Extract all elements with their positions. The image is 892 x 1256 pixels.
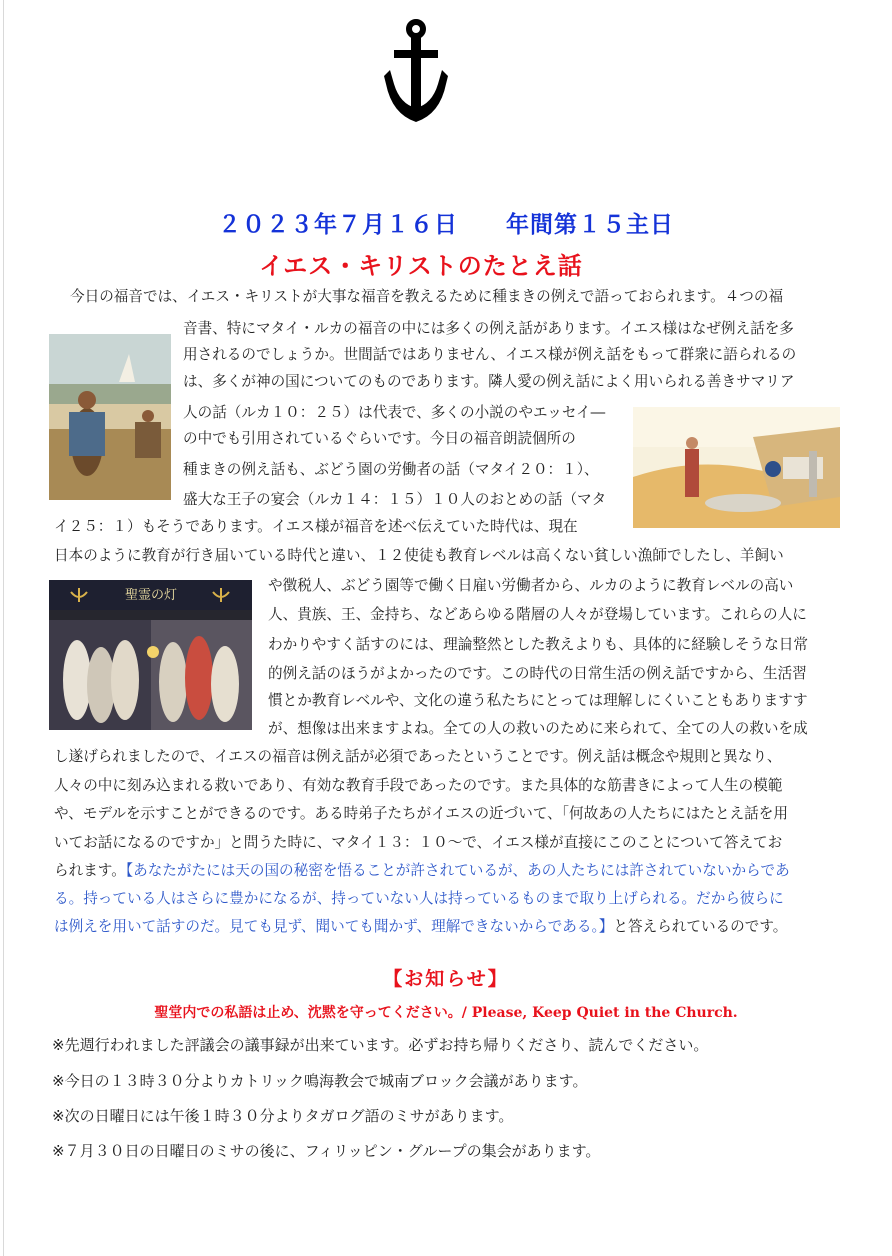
notice-item: ※今日の１３時３０分よりカトリック鳴海教会で城南ブロック会議があります。 xyxy=(52,1072,588,1090)
body-line: いてお話になるのですか」と問うた時に、マタイ１３：１０～で、イエス様が直接にこのことについて答えてお xyxy=(54,834,783,851)
body-line: 用されるのでしょうか。世間話ではありません、イエス様が例え話をもって群衆に語られるの xyxy=(183,346,797,363)
scripture-quote: 【あなたがたには天の国の秘密を悟ることが許されているが、あの人たちには許されていないからであ xyxy=(125,862,790,879)
page-border xyxy=(3,0,4,1256)
notice-item: ※７月３０日の日曜日のミサの後に、フィリッピン・グループの集会があります。 xyxy=(52,1142,601,1160)
scripture-quote: る。持っている人はさらに豊かになるが、持っていない人は持っているものまで取り上げられる。だから彼らに xyxy=(54,890,784,907)
body-line: 慣とか教育レベルや、文化の違う私たちにとっては理解しにくいこともありますす xyxy=(268,692,808,709)
body-line: わかりやすく話すのには、理論整然とした教えよりも、具体的に経験しそうな日常 xyxy=(268,636,808,653)
body-line: 日本のように教育が行き届いている時代と違い、１２使徒も教育レベルは高くない貧しい漁師でしたし、羊飼い xyxy=(54,547,784,564)
sower-painting-image xyxy=(49,334,171,500)
anchor-icon xyxy=(380,18,452,124)
scripture-quote: は例えを用いて話すのだ。見ても見ず、聞いても聞かず、理解できないからである。】 xyxy=(54,918,614,935)
body-line: 人の話（ルカ１０：２５）は代表で、多くの小説のやエッセイ― xyxy=(183,404,606,421)
body-line: や徴税人、ぶどう園等で働く日雇い労働者から、ルカのように教育レベルの高い xyxy=(268,577,794,594)
body-line: 音書、特にマタイ・ルカの福音の中には多くの例え話があります。イエス様はなぜ例え話を多 xyxy=(183,320,794,337)
notice-item: ※先週行われました評議会の議事録が出来ています。必ずお持ち帰りくださり、読んでください。 xyxy=(52,1036,709,1054)
body-line: 人、貴族、王、金持ち、などあらゆる階層の人々が登場しています。これらの人に xyxy=(268,606,807,623)
image-banner-text: 聖霊の灯 xyxy=(124,588,178,603)
body-line: し遂げられましたので、イエスの福音は例え話が必須であったということです。例え話は概念や規則と異なり、 xyxy=(54,748,782,765)
body-line: 盛大な王子の宴会（ルカ１４：１５）１０人のおとめの話（マタ xyxy=(183,491,607,508)
date-heading: ２０２３年７月１６日 年間第１５主日 xyxy=(218,212,674,238)
body-line: や、モデルを示すことができるのです。ある時弟子たちがイエスの近づいて、「何故あの人たちにはたとえ話を用 xyxy=(54,805,788,822)
body-line xyxy=(54,858,790,884)
body-line-text: られます。 xyxy=(54,862,126,879)
body-line: 的例え話のほうがよかったのです。この時代の日常生活の例え話ですから、生活習 xyxy=(268,665,807,682)
body-line: の中でも引用されているぐらいです。今日の福音朗読個所の xyxy=(183,430,576,447)
body-line: は、多くが神の国についてのものであります。隣人愛の例え話によく用いられる善きサマリア xyxy=(183,373,795,390)
good-samaritan-image xyxy=(633,407,840,528)
body-line: 人々の中に刻み込まれる救いであり、有効な教育手段であったのです。また具体的な筋書きによって人生の模範 xyxy=(54,777,783,794)
body-line: が、想像は出来ますよね。全ての人の救いのために来られて、全ての人の救いを成 xyxy=(268,720,808,737)
notice-item: ※次の日曜日には午後１時３０分よりタガログ語のミサがあります。 xyxy=(52,1107,514,1125)
body-line xyxy=(54,914,787,940)
quiet-request: 聖堂内での私語は止め、沈黙を守ってください。/ Please, Keep Quiet in the Church. xyxy=(154,1005,738,1021)
body-line: イ２５：１）もそうであります。イエス様が福音を述べ伝えていた時代は、現在 xyxy=(54,518,578,535)
body-line: 種まきの例え話も、ぶどう園の労働者の話（マタイ２０：１）、 xyxy=(183,461,599,478)
body-line: 今日の福音では、イエス・キリストが大事な福音を教えるために種まきの例えで語っておられます。４つの福 xyxy=(70,288,784,305)
ten-virgins-image xyxy=(49,580,252,730)
page-title: イエス・キリストのたとえ話 xyxy=(259,252,583,280)
notice-heading: 【お知らせ】 xyxy=(383,968,509,990)
body-closing: と答えられているのです。 xyxy=(613,918,788,935)
